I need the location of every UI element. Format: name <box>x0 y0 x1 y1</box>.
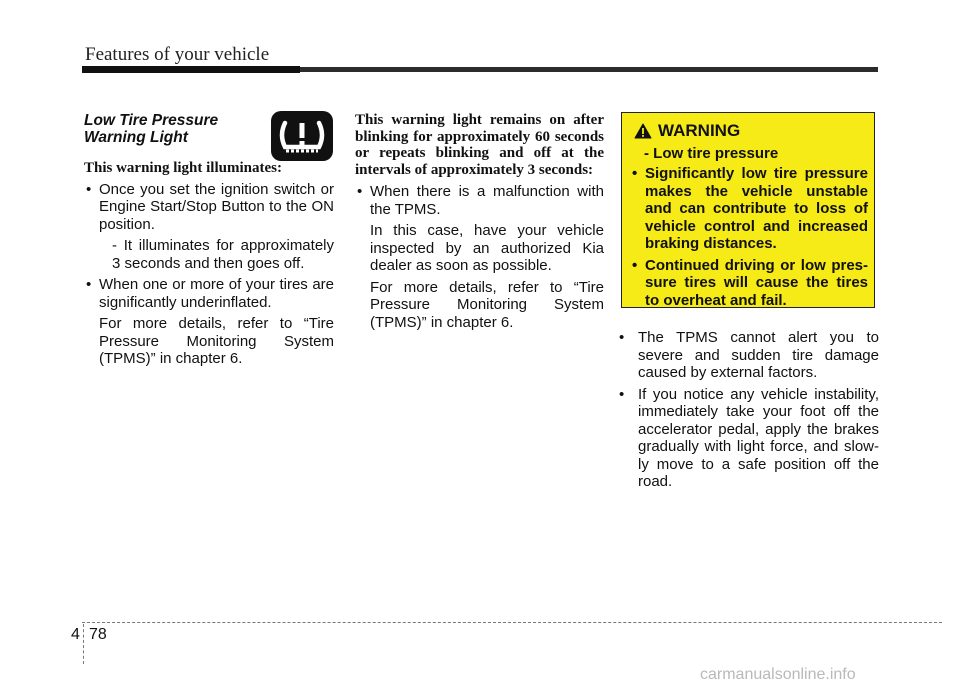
left-bullet-1-text: Once you set the ignition switch or Engine Start/Stop Button to the ON position. <box>99 180 334 233</box>
left-bullet-1 <box>84 181 334 234</box>
bullet-dot: • <box>619 329 625 346</box>
section-title <box>84 112 334 146</box>
header-title: Features of your vehicle <box>85 44 270 65</box>
warning-subtitle: - Low tire pressure <box>644 145 779 162</box>
left-dash-1: - It illuminates for approximately 3 seconds and then goes off. <box>112 237 334 272</box>
watermark: carmanualsonline.info <box>700 666 856 683</box>
warning-list <box>630 165 868 309</box>
right-bullet-2 <box>611 386 879 491</box>
bullet-dot: • <box>357 183 363 200</box>
warning-box <box>621 112 875 308</box>
right-column <box>611 329 879 491</box>
left-column <box>84 112 334 368</box>
middle-lead: This warning light remains on after blinking for approximately 60 seconds or repeats blinking and off at the intervals of approximately 3 seconds: <box>355 112 604 178</box>
warning-item-2-text: Continued driving or low pres-sure tires will cause the tires to overheat and fail. <box>645 256 868 309</box>
footer-rule <box>82 622 942 623</box>
right-bullet-1-text: The TPMS cannot alert you to severe and sudden tire damage caused by external factors. <box>638 329 879 381</box>
left-bullet-2-note: For more details, refer to “Tire Pressure Monitoring System (TPMS)” in chapter 6. <box>99 315 334 367</box>
chapter-number: 4 <box>71 626 80 643</box>
middle-bullet-1-text: When there is a malfunction with the TPMS. <box>370 183 604 218</box>
bullet-dot: • <box>619 385 625 403</box>
right-bullet-1 <box>611 329 879 382</box>
bullet-dot: • <box>632 165 638 182</box>
warning-item-1-text: Significantly low tire pressure makes the vehicle unstable and can contribute to loss of vehicle control and increased braking distances. <box>645 165 868 252</box>
bullet-dot: • <box>86 180 92 198</box>
left-bullet-2 <box>84 276 334 311</box>
middle-bullet-1 <box>355 183 604 218</box>
middle-column <box>355 112 604 331</box>
warning-item-2 <box>630 257 868 310</box>
bullet-dot: • <box>632 256 638 274</box>
warning-header <box>634 121 740 141</box>
warning-title: WARNING <box>658 121 741 140</box>
middle-note-2: For more details, refer to “Tire Pressure Monitoring System (TPMS)” in chapter 6. <box>370 278 604 331</box>
section-title-line2: Warning Light <box>84 129 188 146</box>
middle-note-1: In this case, have your vehicle inspected by an authorized Kia dealer as soon as possible. <box>370 222 604 274</box>
section-title-line1: Low Tire Pressure <box>84 112 219 129</box>
bullet-dot: • <box>86 276 92 293</box>
left-lead: This warning light illuminates: <box>84 160 282 176</box>
footer-divider <box>83 624 84 664</box>
page-number: 78 <box>89 626 107 643</box>
header-rule-accent <box>82 66 300 73</box>
right-bullet-2-text: If you notice any vehicle instability, immediately take your foot off the accelerator pedal, apply the brakes gradually with light force, and slow-ly move to a safe position off the road. <box>638 385 879 490</box>
warning-item-1 <box>630 165 868 253</box>
left-bullet-2-text: When one or more of your tires are significantly underinflated. <box>99 276 334 311</box>
warning-triangle-icon <box>634 123 652 139</box>
